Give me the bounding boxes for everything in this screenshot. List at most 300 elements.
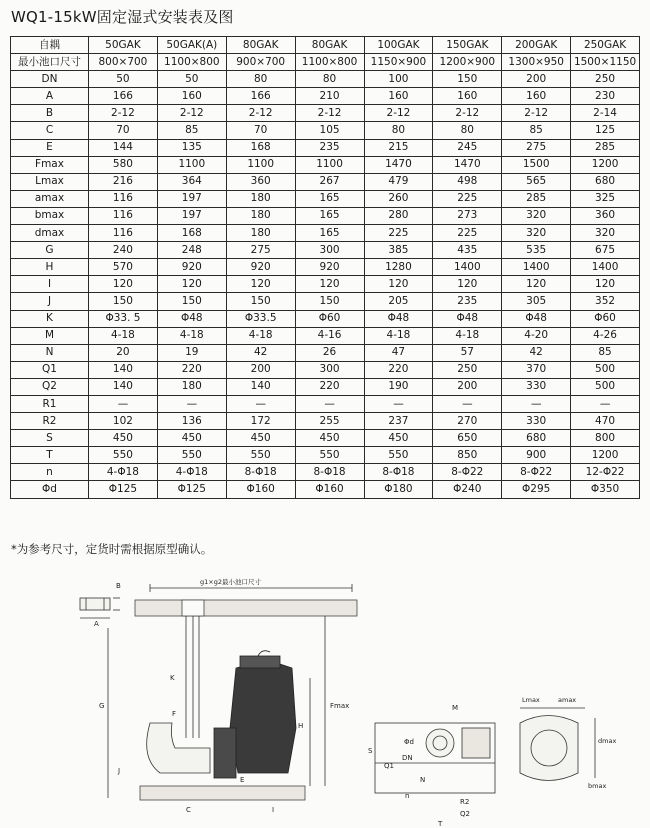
value-cell: 116 [89,190,158,207]
row-label-cell: E [11,139,89,156]
value-cell: — [364,395,433,412]
value-cell: 450 [157,430,226,447]
table-row [11,71,640,88]
value-cell: 197 [157,190,226,207]
value-cell: 275 [502,139,571,156]
value-cell: 285 [571,139,640,156]
value-cell: 180 [157,378,226,395]
value-cell: 225 [433,190,502,207]
value-cell: 168 [157,225,226,242]
table-row [11,327,640,344]
value-cell: 165 [295,207,364,224]
value-cell: 300 [295,242,364,259]
pit-cover-slab [135,584,357,616]
value-cell: 270 [433,413,502,430]
value-cell: 197 [157,207,226,224]
value-cell: 120 [226,276,295,293]
value-cell: 136 [157,413,226,430]
value-cell: Φ295 [502,481,571,498]
value-cell: Φ160 [226,481,295,498]
label-H: H [298,722,304,730]
value-cell: 370 [502,361,571,378]
discharge-elbow [147,723,210,773]
value-cell: 4-18 [157,327,226,344]
value-cell: — [226,395,295,412]
value-cell: 160 [433,88,502,105]
value-cell: 165 [295,225,364,242]
value-cell: 320 [571,225,640,242]
table-row [11,395,640,412]
value-cell: 160 [157,88,226,105]
value-cell: 190 [364,378,433,395]
value-cell: — [502,395,571,412]
table-row [11,54,640,71]
table-row [11,207,640,224]
value-cell: 1100×800 [157,54,226,71]
value-cell: 80 [226,71,295,88]
reference-note: *为参考尺寸，定货时需根据原型确认。 [11,542,213,556]
model-header-cell: 50GAK(A) [157,37,226,54]
value-cell: 120 [433,276,502,293]
row-label-cell: K [11,310,89,327]
table-row [11,105,640,122]
row-label-cell: R1 [11,395,89,412]
value-cell: 140 [89,378,158,395]
model-header-cell: 80GAK [295,37,364,54]
value-cell: 1200 [571,447,640,464]
value-cell: 2-12 [433,105,502,122]
label-DN: DN [402,754,413,762]
value-cell: 2-12 [502,105,571,122]
model-header-cell: 250GAK [571,37,640,54]
value-cell: 273 [433,207,502,224]
value-cell: 800×700 [89,54,158,71]
table-row [11,361,640,378]
value-cell: 2-12 [226,105,295,122]
value-cell: 498 [433,173,502,190]
value-cell: Φ48 [502,310,571,327]
value-cell: 166 [89,88,158,105]
table-row [11,242,640,259]
value-cell: 85 [571,344,640,361]
value-cell: 160 [502,88,571,105]
row-label-cell: bmax [11,207,89,224]
label-I: I [272,806,275,814]
table-row [11,344,640,361]
value-cell: 120 [295,276,364,293]
table-row [11,259,640,276]
row-label-cell: Fmax [11,156,89,173]
value-cell: 120 [502,276,571,293]
value-cell: 325 [571,190,640,207]
value-cell: 120 [89,276,158,293]
value-cell: 200 [433,378,502,395]
table-row [11,293,640,310]
value-cell: 364 [157,173,226,190]
value-cell: 680 [571,173,640,190]
header-label-cell: 自耦 [11,37,89,54]
value-cell: 19 [157,344,226,361]
value-cell: — [571,395,640,412]
value-cell: 42 [226,344,295,361]
value-cell: 168 [226,139,295,156]
table-row [11,481,640,498]
value-cell: 1300×950 [502,54,571,71]
value-cell: 210 [295,88,364,105]
value-cell: 4-Φ18 [89,464,158,481]
value-cell: 166 [226,88,295,105]
value-cell: 12-Φ22 [571,464,640,481]
pit-floor [140,786,305,800]
value-cell: 267 [295,173,364,190]
table-row [11,225,640,242]
row-label-cell: B [11,105,89,122]
value-cell: 920 [226,259,295,276]
value-cell: 2-12 [89,105,158,122]
value-cell: 140 [226,378,295,395]
value-cell: 500 [571,361,640,378]
table-row [11,413,640,430]
value-cell: Φ48 [364,310,433,327]
value-cell: 4-20 [502,327,571,344]
table-row [11,139,640,156]
label-dmax: dmax [598,737,617,745]
value-cell: — [433,395,502,412]
label-S: S [368,747,373,755]
value-cell: 105 [295,122,364,139]
label-K: K [170,674,175,682]
label-Q2: Q2 [460,810,470,818]
value-cell: 675 [571,242,640,259]
value-cell: 8-Φ22 [433,464,502,481]
label-pit-size: g1×g2最小池口尺寸 [200,578,261,586]
value-cell: 80 [433,122,502,139]
value-cell: 150 [295,293,364,310]
row-label-cell: Q1 [11,361,89,378]
value-cell: 300 [295,361,364,378]
value-cell: 165 [295,190,364,207]
value-cell: 1200 [571,156,640,173]
value-cell: 565 [502,173,571,190]
coupling-plan-view [375,723,495,793]
row-label-cell: H [11,259,89,276]
label-E: E [240,776,245,784]
value-cell: 1500 [502,156,571,173]
label-A: A [94,620,99,628]
value-cell: 135 [157,139,226,156]
value-cell: 235 [433,293,502,310]
row-label-cell: Lmax [11,173,89,190]
value-cell: 1200×900 [433,54,502,71]
value-cell: 120 [157,276,226,293]
value-cell: 180 [226,190,295,207]
value-cell: 4-18 [433,327,502,344]
value-cell: 305 [502,293,571,310]
model-header-cell: 80GAK [226,37,295,54]
value-cell: 50 [157,71,226,88]
value-cell: 330 [502,413,571,430]
value-cell: 1400 [571,259,640,276]
value-cell: 8-Φ18 [226,464,295,481]
table-row [11,173,640,190]
value-cell: 920 [295,259,364,276]
value-cell: 550 [226,447,295,464]
value-cell: 255 [295,413,364,430]
table-row [11,122,640,139]
value-cell: 4-18 [89,327,158,344]
value-cell: 320 [502,225,571,242]
value-cell: 80 [295,71,364,88]
value-cell: 8-Φ22 [502,464,571,481]
value-cell: 205 [364,293,433,310]
row-label-cell: J [11,293,89,310]
table-row [11,156,640,173]
value-cell: — [295,395,364,412]
label-T: T [438,820,443,828]
label-phid: Φd [404,738,414,746]
label-J: J [118,767,121,775]
value-cell: 1400 [433,259,502,276]
value-cell: 220 [364,361,433,378]
value-cell: Φ60 [295,310,364,327]
page-title: WQ1-15kW固定湿式安装表及图 [11,8,234,26]
value-cell: 352 [571,293,640,310]
row-label-cell: n [11,464,89,481]
value-cell: 215 [364,139,433,156]
value-cell: 50 [89,71,158,88]
value-cell: 920 [157,259,226,276]
table-row [11,310,640,327]
value-cell: 260 [364,190,433,207]
value-cell: 275 [226,242,295,259]
value-cell: 330 [502,378,571,395]
value-cell: 435 [433,242,502,259]
value-cell: 535 [502,242,571,259]
value-cell: Φ240 [433,481,502,498]
value-cell: 360 [571,207,640,224]
value-cell: 680 [502,430,571,447]
value-cell: 900×700 [226,54,295,71]
table-row [11,464,640,481]
value-cell: 200 [502,71,571,88]
row-label-cell: Φd [11,481,89,498]
value-cell: 570 [89,259,158,276]
label-Fmax: Fmax [330,702,350,710]
value-cell: 900 [502,447,571,464]
table-row [11,447,640,464]
model-header-cell: 50GAK [89,37,158,54]
value-cell: 479 [364,173,433,190]
value-cell: Φ125 [157,481,226,498]
row-label-cell: amax [11,190,89,207]
value-cell: 120 [571,276,640,293]
value-cell: 235 [295,139,364,156]
value-cell: 2-12 [295,105,364,122]
value-cell: 220 [295,378,364,395]
value-cell: 2-12 [364,105,433,122]
value-cell: 2-14 [571,105,640,122]
value-cell: 85 [157,122,226,139]
value-cell: 320 [502,207,571,224]
value-cell: 450 [295,430,364,447]
value-cell: 2-12 [157,105,226,122]
value-cell: 500 [571,378,640,395]
value-cell: 450 [364,430,433,447]
value-cell: Φ350 [571,481,640,498]
flange-detail [80,598,120,618]
value-cell: 285 [502,190,571,207]
table-row [11,276,640,293]
row-label-cell: DN [11,71,89,88]
value-cell: 150 [89,293,158,310]
value-cell: 102 [89,413,158,430]
value-cell: 4-18 [364,327,433,344]
value-cell: Φ48 [157,310,226,327]
value-cell: 470 [571,413,640,430]
label-G: G [99,702,105,710]
value-cell: 1400 [502,259,571,276]
label-Q1: Q1 [384,762,394,770]
value-cell: 47 [364,344,433,361]
value-cell: 8-Φ18 [295,464,364,481]
value-cell: 200 [226,361,295,378]
value-cell: 245 [433,139,502,156]
value-cell: 4-26 [571,327,640,344]
value-cell: 4-16 [295,327,364,344]
value-cell: 144 [89,139,158,156]
row-label-cell: A [11,88,89,105]
value-cell: 450 [89,430,158,447]
value-cell: 225 [433,225,502,242]
label-R2: R2 [460,798,470,806]
value-cell: 80 [364,122,433,139]
value-cell: 150 [226,293,295,310]
row-label-cell: Q2 [11,378,89,395]
row-label-cell: M [11,327,89,344]
row-label-cell: T [11,447,89,464]
value-cell: 650 [433,430,502,447]
value-cell: 1100×800 [295,54,364,71]
value-cell: 237 [364,413,433,430]
model-header-cell: 200GAK [502,37,571,54]
row-label-cell: I [11,276,89,293]
value-cell: 1100 [226,156,295,173]
value-cell: 116 [89,207,158,224]
value-cell: 70 [89,122,158,139]
value-cell: 100 [364,71,433,88]
value-cell: Φ125 [89,481,158,498]
pump-base-outline [520,708,595,781]
value-cell: 150 [433,71,502,88]
row-label-cell: G [11,242,89,259]
value-cell: 248 [157,242,226,259]
value-cell: 1500×1150 [571,54,640,71]
value-cell: 580 [89,156,158,173]
value-cell: 57 [433,344,502,361]
label-Lmax: Lmax [522,696,540,704]
table-row [11,430,640,447]
value-cell: — [89,395,158,412]
row-label-cell: N [11,344,89,361]
value-cell: 116 [89,225,158,242]
row-label-cell: R2 [11,413,89,430]
value-cell: 225 [364,225,433,242]
value-cell: 1100 [157,156,226,173]
value-cell: 160 [364,88,433,105]
value-cell: 280 [364,207,433,224]
table-row [11,190,640,207]
value-cell: 70 [226,122,295,139]
model-header-cell: 150GAK [433,37,502,54]
row-label-cell: C [11,122,89,139]
row-label-cell: 最小池口尺寸 [11,54,89,71]
label-C: C [186,806,191,814]
value-cell: 550 [295,447,364,464]
value-cell: Φ33. 5 [89,310,158,327]
guide-rails [186,616,199,738]
value-cell: 450 [226,430,295,447]
value-cell: 240 [89,242,158,259]
value-cell: 220 [157,361,226,378]
label-N: N [420,776,426,784]
value-cell: 180 [226,207,295,224]
value-cell: 125 [571,122,640,139]
value-cell: 180 [226,225,295,242]
value-cell: 230 [571,88,640,105]
install-dimension-table [10,36,640,499]
label-B: B [116,582,121,590]
value-cell: 26 [295,344,364,361]
value-cell: Φ33.5 [226,310,295,327]
row-label-cell: dmax [11,225,89,242]
value-cell: 250 [571,71,640,88]
value-cell: 4-Φ18 [157,464,226,481]
value-cell: 385 [364,242,433,259]
value-cell: 1280 [364,259,433,276]
value-cell: 172 [226,413,295,430]
value-cell: 1470 [433,156,502,173]
value-cell: Φ60 [571,310,640,327]
value-cell: Φ48 [433,310,502,327]
value-cell: — [157,395,226,412]
value-cell: 42 [502,344,571,361]
value-cell: 20 [89,344,158,361]
value-cell: 1470 [364,156,433,173]
installation-drawing [0,568,650,828]
value-cell: 216 [89,173,158,190]
value-cell: 1150×900 [364,54,433,71]
label-F: F [172,710,177,718]
value-cell: Φ160 [295,481,364,498]
value-cell: 120 [364,276,433,293]
value-cell: 4-18 [226,327,295,344]
value-cell: Φ180 [364,481,433,498]
value-cell: 800 [571,430,640,447]
value-cell: 550 [157,447,226,464]
value-cell: 360 [226,173,295,190]
label-M: M [452,704,459,712]
label-amax: amax [558,696,577,704]
value-cell: 850 [433,447,502,464]
table-row [11,378,640,395]
value-cell: 550 [364,447,433,464]
table-header-row [11,37,640,54]
value-cell: 250 [433,361,502,378]
row-label-cell: S [11,430,89,447]
value-cell: 150 [157,293,226,310]
value-cell: 550 [89,447,158,464]
pump-body [214,651,296,778]
